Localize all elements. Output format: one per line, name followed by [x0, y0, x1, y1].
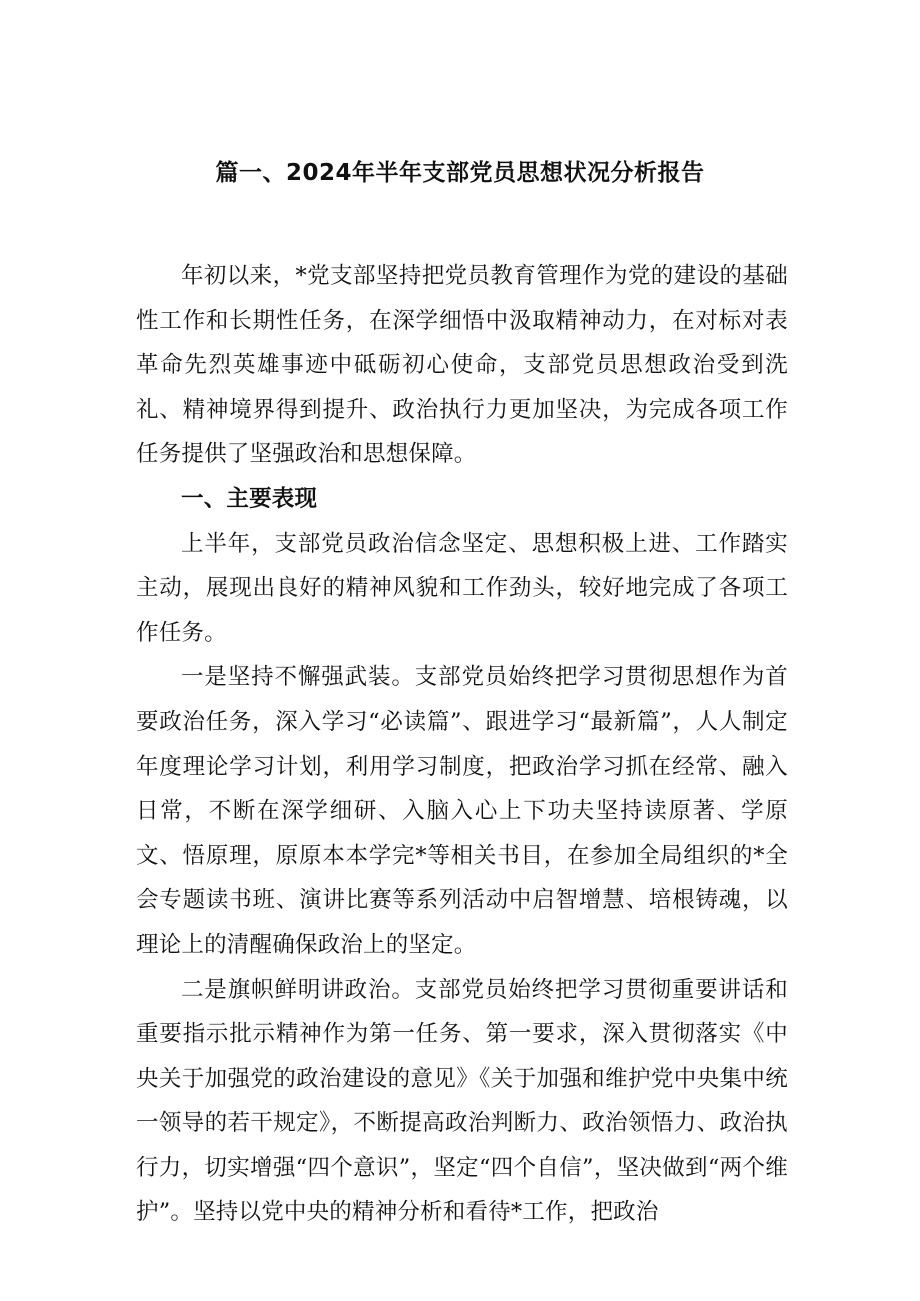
- paragraph-point-two: 二是旗帜鲜明讲政治。支部党员始终把学习贯彻重要讲话和重要指示批示精神作为第一任务、第一要求，深入贯彻落实《中央关于加强党的政治建设的意见》《关于加强和维护党中央集中统一领导的若干规定》，不断提高政治判断力、政治领悟力、政治执行力，切实增强“四个意识”，坚定“四个自信”，坚决做到“两个维护”。坚持以党中央的精神分析和看待*工作，把政治: [136, 976, 788, 1226]
- paragraph-first-half-summary: 上半年，支部党员政治信念坚定、思想积极上进、工作踏实主动，展现出良好的精神风貌和工作劲头，较好地完成了各项工作任务。: [136, 530, 788, 646]
- section-heading-main-performance: 一、主要表现: [181, 485, 318, 512]
- paragraph-point-one: 一是坚持不懈强武装。支部党员始终把学习贯彻思想作为首要政治任务，深入学习“必读篇”、跟进学习“最新篇”，人人制定年度理论学习计划，利用学习制度，把政治学习抓在经常、融入日常，不断在深学细研、入脑入心上下功夫坚持读原著、学原文、悟原理，原原本本学完*等相关书目，在参加全局组织的*全会专题读书班、演讲比赛等系列活动中启智增慧、培根铸魂，以理论上的清醒确保政治上的坚定。: [136, 664, 788, 958]
- document-body: [136, 254, 788, 1235]
- paragraph-intro: 年初以来，*党支部坚持把党员教育管理作为党的建设的基础性工作和长期性任务，在深学细悟中汲取精神动力，在对标对表革命先烈英雄事迹中砥砺初心使命，支部党员思想政治受到洗礼、精神境界得到提升、政治执行力更加坚决，为完成各项工作任务提供了坚强政治和思想保障。: [136, 263, 788, 468]
- document-title: 篇一、2024年半年支部党员思想状况分析报告: [215, 160, 705, 186]
